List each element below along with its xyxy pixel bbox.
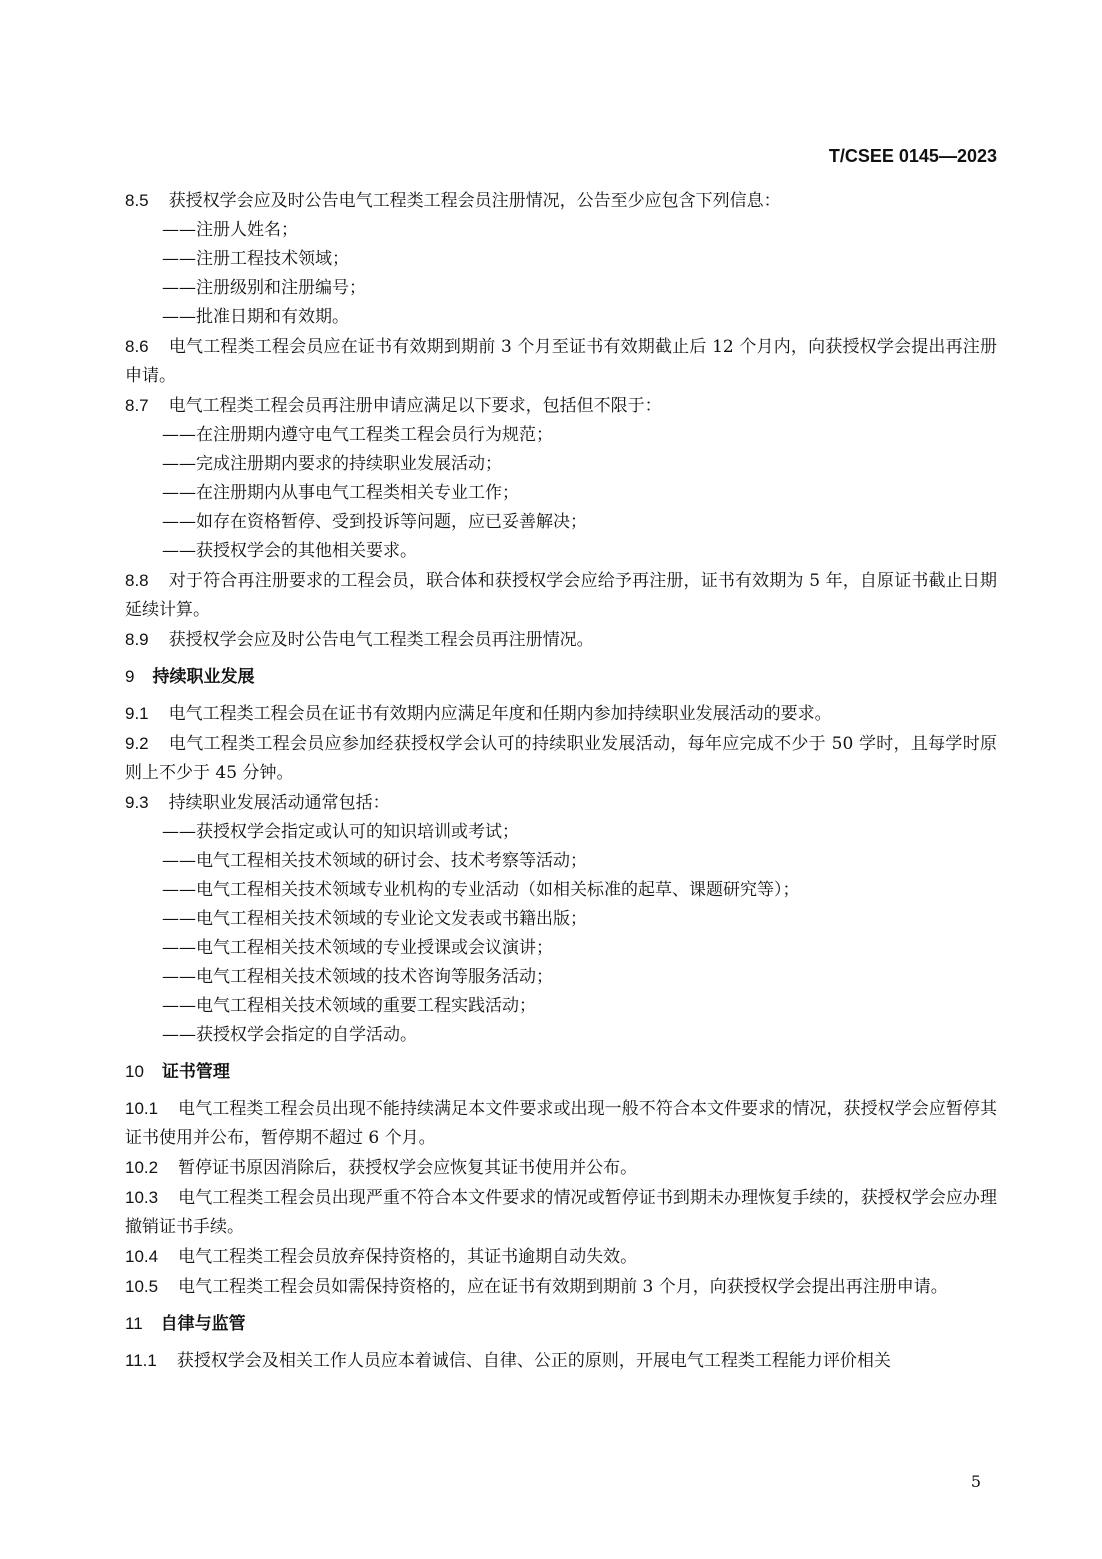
clause-text: 电气工程类工程会员应在证书有效期到期前 3 个月至证书有效期截止后 12 个月内，向获授权学会提出再注册申请。 xyxy=(125,337,997,386)
clause xyxy=(125,186,997,216)
clause xyxy=(125,729,997,788)
clause xyxy=(125,699,997,729)
clause-number: 10.1 xyxy=(125,1099,159,1118)
clause xyxy=(125,391,997,421)
clause xyxy=(125,1183,997,1242)
clause-text: 电气工程类工程会员出现严重不符合本文件要求的情况或暂停证书到期未办理恢复手续的，获授权学会应办理撤销证书手续。 xyxy=(125,1188,997,1237)
list-item: ——在注册期内遵守电气工程类工程会员行为规范； xyxy=(162,425,553,445)
list-item: ——电气工程相关技术领域的专业授课或会议演讲； xyxy=(162,938,553,958)
document-code: T/CSEE 0145—2023 xyxy=(828,146,997,166)
clause xyxy=(125,625,997,655)
section-title: 证书管理 xyxy=(161,1062,230,1081)
clause-text: 电气工程类工程会员在证书有效期内应满足年度和任期内参加持续职业发展活动的要求。 xyxy=(168,704,832,724)
clause xyxy=(125,1094,997,1153)
clause xyxy=(125,566,997,625)
section-heading xyxy=(125,662,997,691)
clause-text: 电气工程类工程会员如需保持资格的，应在证书有效期到期前 3 个月，向获授权学会提出再注册申请。 xyxy=(178,1277,948,1297)
section-heading xyxy=(125,1057,997,1086)
list-item: ——获授权学会指定的自学活动。 xyxy=(162,1025,417,1045)
clause-text: 持续职业发展活动通常包括： xyxy=(168,793,390,813)
clause-number: 10.4 xyxy=(125,1247,159,1266)
list-item: ——注册人姓名； xyxy=(162,220,298,240)
list-item: ——如存在资格暂停、受到投诉等问题，应已妥善解决； xyxy=(162,512,587,532)
list-item: ——在注册期内从事电气工程类相关专业工作； xyxy=(162,483,519,503)
clause-text: 获授权学会及相关工作人员应本着诚信、自律、公正的原则，开展电气工程类工程能力评价相关 xyxy=(176,1351,891,1371)
clause-number: 8.6 xyxy=(125,337,149,356)
clause-number: 9.2 xyxy=(125,734,149,753)
clause-number: 8.5 xyxy=(125,191,149,210)
clause-text: 电气工程类工程会员出现不能持续满足本文件要求或出现一般不符合本文件要求的情况，获授权学会应暂停其证书使用并公布，暂停期不超过 6 个月。 xyxy=(125,1099,997,1148)
clause-text: 获授权学会应及时公告电气工程类工程会员再注册情况。 xyxy=(168,630,594,650)
clause-number: 8.9 xyxy=(125,630,149,649)
clause-number: 8.7 xyxy=(125,396,149,415)
clause xyxy=(125,1346,997,1376)
clause-number: 10.5 xyxy=(125,1277,159,1296)
list-item: ——获授权学会指定或认可的知识培训或考试； xyxy=(162,822,519,842)
clause-number: 10.2 xyxy=(125,1158,159,1177)
section-number: 10 xyxy=(125,1062,144,1081)
clause xyxy=(125,788,997,818)
section-number: 9 xyxy=(125,667,135,686)
list-item: ——完成注册期内要求的持续职业发展活动； xyxy=(162,454,502,474)
section-title: 持续职业发展 xyxy=(152,667,255,686)
clause-number: 9.1 xyxy=(125,704,149,723)
page-number: 5 xyxy=(970,1472,981,1491)
section-number: 11 xyxy=(125,1314,143,1333)
clause-text: 获授权学会应及时公告电气工程类工程会员注册情况，公告至少应包含下列信息： xyxy=(168,191,781,211)
clause-number: 8.8 xyxy=(125,571,149,590)
document-body xyxy=(125,186,997,1376)
clause-number: 11.1 xyxy=(125,1351,157,1370)
list-item: ——电气工程相关技术领域的技术咨询等服务活动； xyxy=(162,967,553,987)
list-item: ——电气工程相关技术领域的专业论文发表或书籍出版； xyxy=(162,909,587,929)
clause xyxy=(125,332,997,391)
list-item: ——电气工程相关技术领域的重要工程实践活动； xyxy=(162,996,536,1016)
clause xyxy=(125,1153,997,1183)
list-item: ——获授权学会的其他相关要求。 xyxy=(162,541,417,561)
list-item: ——批准日期和有效期。 xyxy=(162,307,349,327)
list-item: ——电气工程相关技术领域的研讨会、技术考察等活动； xyxy=(162,851,587,871)
clause-number: 10.3 xyxy=(125,1188,159,1207)
clause-text: 对于符合再注册要求的工程会员，联合体和获授权学会应给予再注册，证书有效期为 5 年，自原证书截止日期延续计算。 xyxy=(125,571,997,620)
clause-text: 暂停证书原因消除后，获授权学会应恢复其证书使用并公布。 xyxy=(178,1158,638,1178)
clause-text: 电气工程类工程会员应参加经获授权学会认可的持续职业发展活动，每年应完成不少于 50 学时，且每学时原则上不少于 45 分钟。 xyxy=(125,734,997,783)
list-item: ——注册工程技术领域； xyxy=(162,249,349,269)
clause xyxy=(125,1242,997,1272)
list-item: ——电气工程相关技术领域专业机构的专业活动（如相关标准的起草、课题研究等）； xyxy=(162,880,800,900)
section-heading xyxy=(125,1309,997,1338)
section-title: 自律与监管 xyxy=(160,1314,246,1333)
list-item: ——注册级别和注册编号； xyxy=(162,278,366,298)
clause-text: 电气工程类工程会员再注册申请应满足以下要求，包括但不限于： xyxy=(168,396,662,416)
clause-number: 9.3 xyxy=(125,793,149,812)
clause-text: 电气工程类工程会员放弃保持资格的，其证书逾期自动失效。 xyxy=(178,1247,638,1267)
clause xyxy=(125,1272,997,1302)
